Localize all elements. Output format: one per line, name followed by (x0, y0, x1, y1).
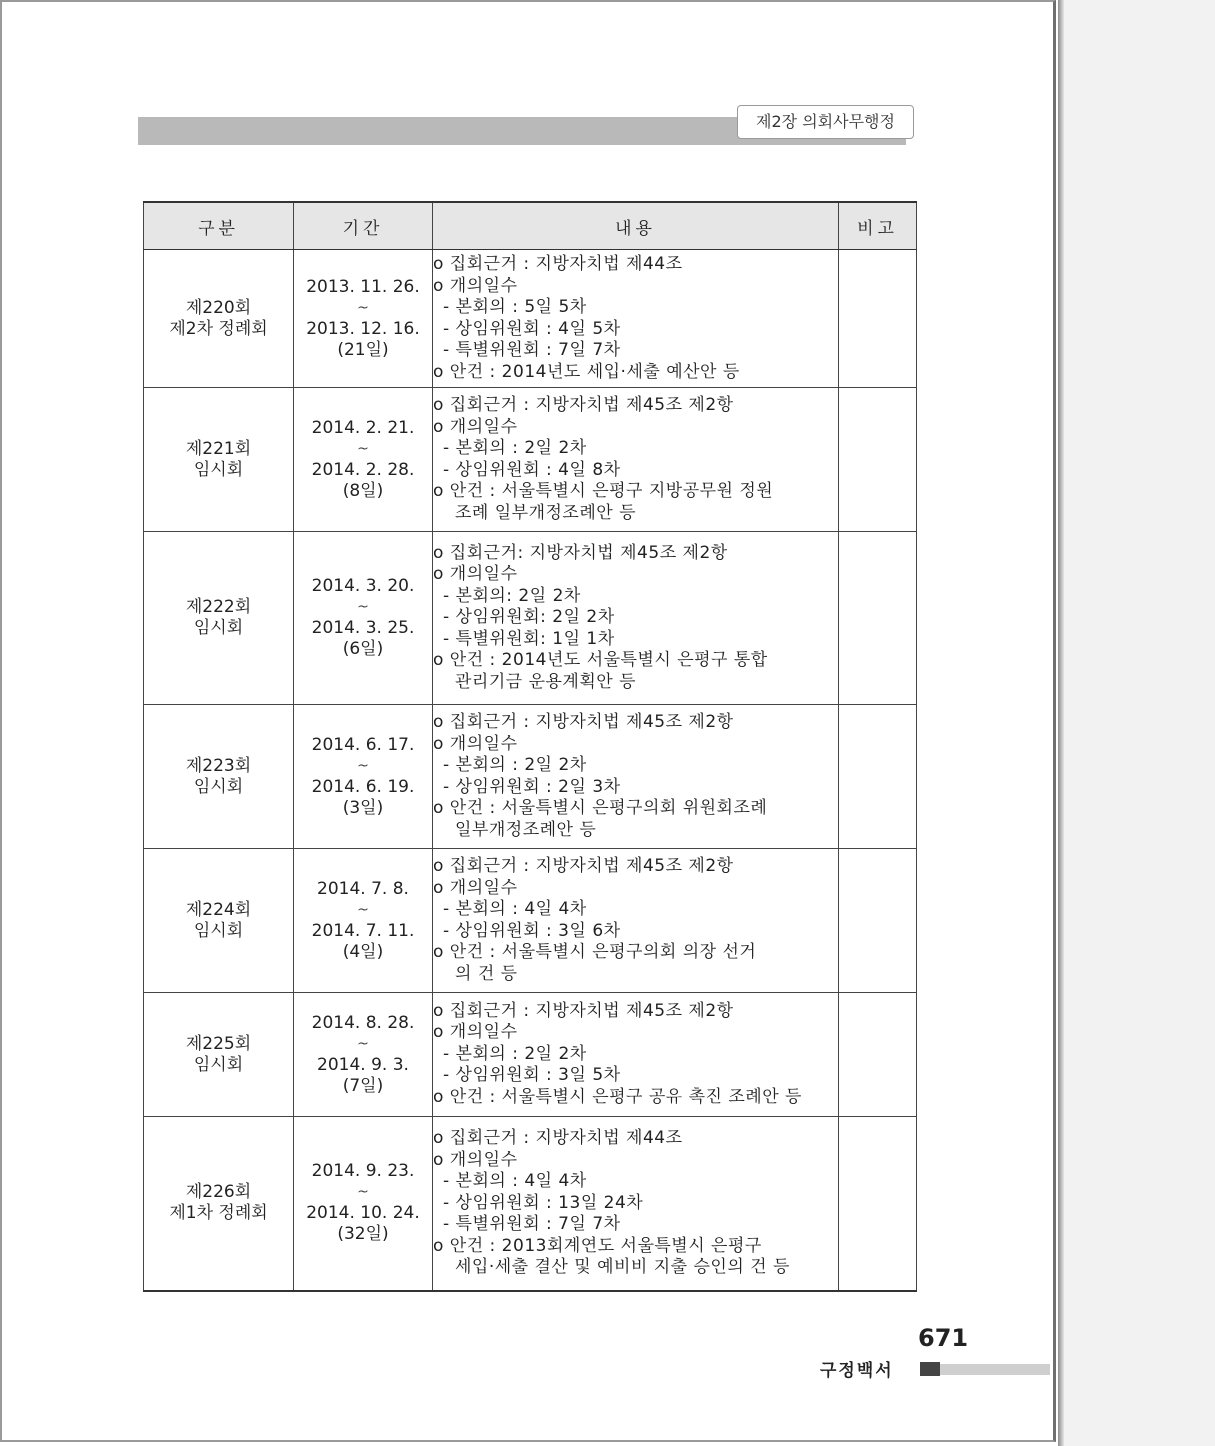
period-end: 2014. 10. 24. (306, 1203, 420, 1224)
session-name-cell (144, 849, 294, 993)
content-line: - 상임위원회: 2일 2차 (443, 607, 615, 628)
content-line: - 본회의 : 2일 2차 (443, 755, 587, 775)
page-number: 671 (918, 1324, 969, 1352)
period-tilde: ~ (357, 1035, 369, 1052)
period-tilde: ~ (357, 440, 369, 457)
footer-bar (940, 1364, 1050, 1375)
period-end: 2014. 3. 25. (311, 618, 415, 638)
content-cell (433, 705, 839, 849)
content-line: o 집회근거 : 지방자치법 제45조 제2항 (433, 712, 734, 732)
content-line: o 안건 : 서울특별시 은평구의회 위원회조례 (433, 798, 768, 818)
period-start: 2014. 7. 8. (317, 878, 409, 899)
col-header-category: 구분 (144, 202, 294, 250)
content-line: o 집회근거: 지방자치법 제45조 제2항 (433, 542, 728, 563)
period-cell (294, 388, 433, 532)
table-row (144, 705, 917, 849)
period-cell (294, 250, 433, 388)
content-line: - 상임위원회 : 3일 6차 (443, 920, 621, 941)
session-name-line: 제222회 (185, 597, 252, 617)
content-line: o 안건 : 2014년도 서울특별시 은평구 통합 (433, 650, 768, 671)
remarks-cell (839, 705, 917, 849)
content-line: - 본회의 : 4일 4차 (443, 1171, 587, 1191)
session-name-cell (144, 532, 294, 705)
period-end: 2014. 6. 19. (311, 776, 415, 797)
session-name-line: 임시회 (193, 920, 244, 941)
content-line: - 상임위원회 : 2일 3차 (443, 776, 621, 797)
session-name-line: 임시회 (193, 618, 244, 638)
session-table (143, 201, 917, 1292)
session-name-line: 제223회 (185, 755, 252, 776)
content-line: o 개의일수 (433, 564, 518, 585)
period-end: 2014. 9. 3. (317, 1054, 409, 1075)
content-line: - 본회의 : 2일 2차 (443, 438, 587, 458)
content-line: - 상임위원회 : 4일 8차 (443, 459, 621, 480)
content-line: o 집회근거 : 지방자치법 제44조 (433, 1128, 683, 1148)
period-tilde: ~ (357, 757, 369, 774)
table-row (144, 1117, 917, 1291)
content-line: 의 건 등 (455, 963, 518, 984)
period-start: 2013. 11. 26. (306, 276, 420, 297)
content-line: o 개의일수 (433, 416, 518, 437)
period-days: (4일) (342, 941, 384, 962)
content-cell (433, 849, 839, 993)
session-name-line: 임시회 (193, 459, 244, 480)
col-header-remarks: 비고 (839, 202, 917, 250)
period-days: (3일) (342, 797, 384, 818)
content-line: - 본회의 : 5일 5차 (443, 297, 587, 317)
content-cell (433, 1117, 839, 1291)
table-header-row (144, 202, 917, 250)
content-line: - 상임위원회 : 3일 5차 (443, 1065, 621, 1086)
content-line: - 본회의 : 4일 4차 (443, 899, 587, 919)
remarks-cell (839, 993, 917, 1117)
content-cell (433, 532, 839, 705)
content-line: o 개의일수 (433, 1022, 518, 1043)
period-cell (294, 705, 433, 849)
content-line: o 집회근거 : 지방자치법 제45조 제2항 (433, 1000, 734, 1021)
period-end: 2013. 12. 16. (306, 318, 420, 339)
content-line: o 개의일수 (433, 1149, 518, 1170)
session-name-cell (144, 1117, 294, 1291)
content-line: o 안건 : 서울특별시 은평구의회 의장 선거 (433, 942, 757, 962)
period-tilde: ~ (357, 299, 369, 316)
session-name-line: 제225회 (185, 1033, 252, 1054)
table-row (144, 388, 917, 532)
content-line: o 집회근거 : 지방자치법 제45조 제2항 (433, 856, 734, 876)
content-line: o 개의일수 (433, 733, 518, 754)
session-name-line: 제221회 (185, 438, 252, 459)
content-line: 세입·세출 결산 및 예비비 지출 승인의 건 등 (455, 1257, 790, 1277)
session-name-line: 제224회 (185, 899, 252, 920)
session-name-line: 임시회 (193, 1054, 244, 1075)
table-row (144, 250, 917, 388)
session-name-line: 제1차 정례회 (169, 1203, 268, 1224)
session-name-cell (144, 250, 294, 388)
table-row (144, 849, 917, 993)
remarks-cell (839, 388, 917, 532)
period-start: 2014. 6. 17. (311, 734, 415, 755)
period-start: 2014. 9. 23. (311, 1161, 415, 1182)
period-days: (32일) (337, 1224, 389, 1245)
content-line: o 안건 : 서울특별시 은평구 공유 촉진 조례안 등 (433, 1086, 802, 1107)
table-row (144, 532, 917, 705)
period-tilde: ~ (357, 599, 369, 615)
period-start: 2014. 3. 20. (311, 576, 415, 596)
session-name-line: 임시회 (193, 776, 244, 797)
content-line: o 집회근거 : 지방자치법 제44조 (433, 254, 683, 274)
content-cell (433, 993, 839, 1117)
viewer-background (1064, 0, 1215, 1446)
content-line: o 안건 : 2013회계연도 서울특별시 은평구 (433, 1235, 762, 1256)
period-tilde: ~ (357, 1184, 369, 1201)
remarks-cell (839, 250, 917, 388)
remarks-cell (839, 532, 917, 705)
period-days: (7일) (342, 1075, 384, 1096)
footer-accent-block (920, 1362, 940, 1376)
table-row (144, 993, 917, 1117)
content-line: - 본회의 : 2일 2차 (443, 1043, 587, 1064)
content-line: o 집회근거 : 지방자치법 제45조 제2항 (433, 395, 734, 415)
content-cell (433, 250, 839, 388)
col-header-period: 기간 (294, 202, 433, 250)
content-line: o 개의일수 (433, 877, 518, 898)
chapter-label: 제2장 의회사무행정 (737, 105, 914, 139)
content-cell (433, 388, 839, 532)
remarks-cell (839, 1117, 917, 1291)
period-cell (294, 532, 433, 705)
content-line: 조례 일부개정조례안 등 (455, 502, 637, 523)
content-line: - 특별위원회 : 7일 7차 (443, 1214, 621, 1234)
period-cell (294, 849, 433, 993)
period-days: (6일) (342, 639, 384, 659)
content-line: - 상임위원회 : 13일 24차 (443, 1192, 644, 1213)
period-start: 2014. 8. 28. (311, 1012, 415, 1033)
content-line: 일부개정조례안 등 (455, 819, 597, 840)
content-line: - 상임위원회 : 4일 5차 (443, 318, 621, 339)
content-line: - 특별위원회: 1일 1차 (443, 628, 615, 649)
period-days: (21일) (337, 339, 389, 360)
period-start: 2014. 2. 21. (311, 417, 415, 438)
content-line: - 본회의: 2일 2차 (443, 585, 581, 606)
period-end: 2014. 7. 11. (311, 920, 415, 941)
session-name-line: 제226회 (185, 1182, 252, 1203)
content-line: - 특별위원회 : 7일 7차 (443, 340, 621, 360)
session-name-cell (144, 705, 294, 849)
content-line: o 안건 : 2014년도 세입·세출 예산안 등 (433, 361, 740, 382)
col-header-content: 내용 (433, 202, 839, 250)
period-end: 2014. 2. 28. (311, 459, 415, 480)
period-cell (294, 1117, 433, 1291)
period-cell (294, 993, 433, 1117)
session-name-line: 제2차 정례회 (169, 318, 268, 339)
content-line: o 안건 : 서울특별시 은평구 지방공무원 정원 (433, 481, 774, 501)
content-line: o 개의일수 (433, 275, 518, 296)
content-line: 관리기금 운용계획안 등 (455, 671, 637, 692)
period-days: (8일) (342, 480, 384, 501)
period-tilde: ~ (357, 901, 369, 918)
session-name-cell (144, 993, 294, 1117)
book-title: 구정백서 (820, 1361, 894, 1381)
session-name-line: 제220회 (185, 297, 252, 318)
remarks-cell (839, 849, 917, 993)
session-name-cell (144, 388, 294, 532)
